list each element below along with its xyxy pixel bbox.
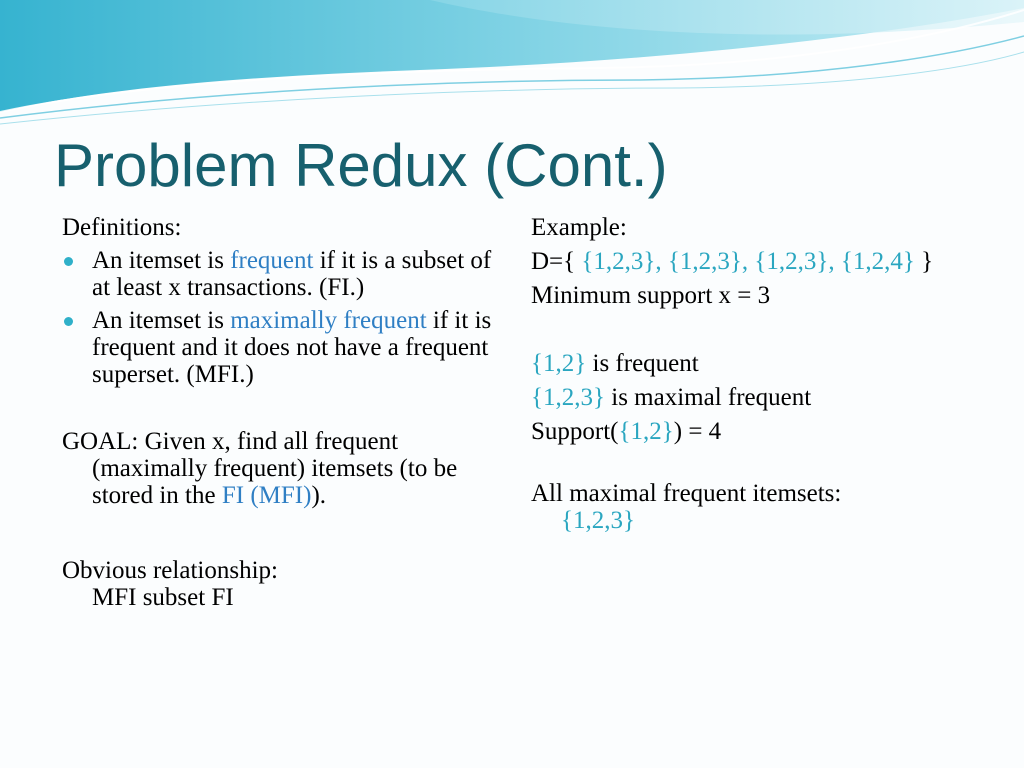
bullet2-pre: An itemset is (92, 307, 231, 334)
support-pre: Support( (531, 418, 619, 445)
maximal-line (531, 384, 1001, 411)
bullet-maximal-definition (62, 307, 502, 388)
bullet-dot-icon (64, 317, 73, 326)
bullet-dot-icon (64, 257, 73, 266)
definitions-column (62, 214, 502, 611)
maximal-text: is maximal frequent (605, 384, 812, 411)
maximal-set: {1,2,3} (531, 384, 605, 411)
term-maximally-frequent: maximally frequent (230, 307, 427, 334)
bullet2-post: if it is frequent and it does not have a frequent superset. (MFI.) (92, 307, 492, 388)
goal-fi-mfi: FI (MFI) (221, 482, 312, 509)
example-column (531, 214, 1001, 534)
definitions-heading: Definitions: (62, 214, 182, 241)
example-heading: Example: (531, 214, 627, 241)
dataset-post: } (914, 248, 934, 275)
goal-statement (62, 428, 502, 509)
header-wave-decoration (0, 0, 1024, 130)
term-frequent: frequent (230, 247, 314, 274)
slide-title: Problem Redux (Cont.) (54, 132, 668, 199)
all-maximal-label: All maximal frequent itemsets: (531, 480, 842, 507)
obvious-relationship-text: MFI subset FI (92, 584, 234, 611)
support-post: ) = 4 (673, 418, 722, 445)
dataset-pre: D={ (531, 248, 582, 275)
bullet-frequent-definition (62, 247, 502, 301)
frequent-set: {1,2} (531, 350, 587, 377)
goal-post: ). (311, 482, 327, 509)
frequent-line (531, 350, 1001, 377)
bullet1-pre: An itemset is (92, 247, 231, 274)
min-support-line: Minimum support x = 3 (531, 282, 771, 309)
bullet1-post: if it is a subset of at least x transactions. (FI.) (92, 247, 492, 301)
support-set: {1,2} (618, 418, 674, 445)
obvious-relationship-heading: Obvious relationship: (62, 557, 278, 584)
goal-pre: GOAL: Given x, find all frequent (maximally frequent) itemsets (to be stored in the (62, 428, 458, 509)
support-line (531, 418, 1001, 445)
frequent-text: is frequent (586, 350, 699, 377)
all-maximal-set: {1,2,3} (561, 507, 635, 534)
dataset-items: {1,2,3}, {1,2,3}, {1,2,3}, {1,2,4} (581, 248, 915, 275)
dataset-line (531, 248, 1001, 275)
